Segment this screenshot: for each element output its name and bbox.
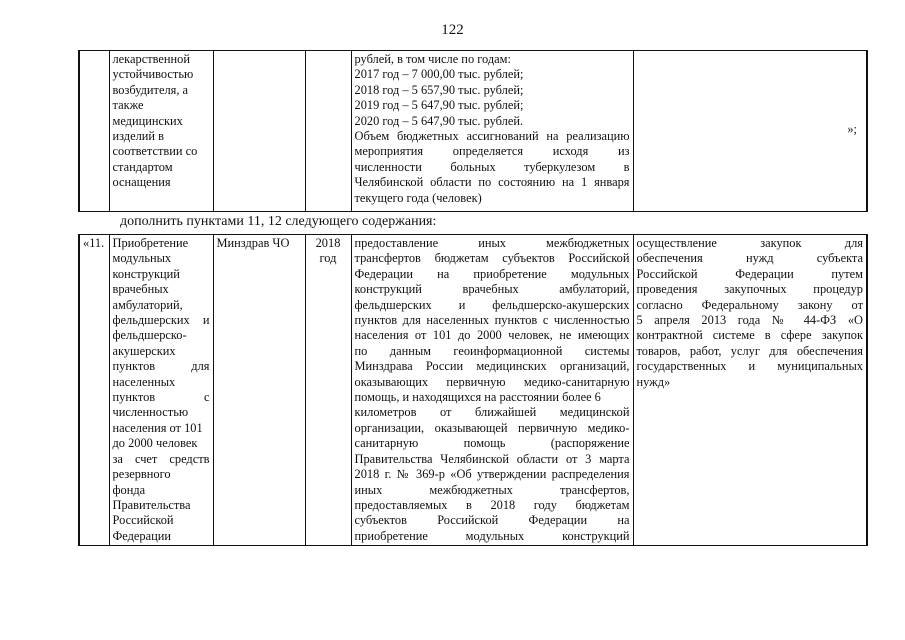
source-line: Правительства Челябинской области от 3 марта bbox=[354, 451, 630, 466]
item-name-line: пунктов для bbox=[112, 359, 210, 374]
result-line: проведения закупочных процедур bbox=[636, 282, 863, 297]
term-year-label: год bbox=[319, 251, 337, 266]
cell-funding bbox=[351, 51, 633, 212]
cell-number bbox=[79, 51, 109, 212]
item-name-line: акушерских bbox=[112, 343, 176, 358]
cell-term bbox=[305, 51, 351, 212]
source-line: предоставляемых в 2018 году бюджетам bbox=[354, 497, 630, 512]
item-name-line: резервного bbox=[112, 467, 171, 482]
measure-name-line: оснащения bbox=[112, 175, 171, 190]
cell-item-term bbox=[305, 235, 351, 546]
measure-name-line: лекарственной bbox=[112, 52, 190, 66]
source-line: конструкций врачебных амбулаторий, bbox=[354, 282, 630, 297]
source-line: трансфертов бюджетам субъектов Российской bbox=[354, 251, 630, 266]
funding-line: Челябинской области по состоянию на 1 января bbox=[354, 175, 630, 190]
executor-text: Минздрав ЧО bbox=[216, 236, 290, 250]
source-line: Федерации на приобретение модульных bbox=[354, 266, 630, 281]
source-line: иных межбюджетных трансфертов, bbox=[354, 482, 630, 497]
source-line: санитарную помощь (распоряжение bbox=[354, 436, 630, 451]
source-line: помощь, и находящихся на расстоянии более 6 bbox=[354, 390, 601, 405]
result-line: 5 апреля 2013 года № 44-ФЗ «О bbox=[636, 313, 863, 328]
item-name-line: Правительства bbox=[112, 497, 191, 512]
cell-executor bbox=[213, 51, 305, 212]
cell-item-name bbox=[109, 235, 213, 546]
amendment-instruction: дополнить пунктами 11, 12 следующего содержания: bbox=[120, 214, 437, 229]
funding-line: численности больных туберкулезом в bbox=[354, 159, 630, 174]
source-line: организации, оказывающей первичную медико- bbox=[354, 420, 630, 435]
source-line: оказывающих первичную медико-санитарную bbox=[354, 374, 630, 389]
funding-line: текущего года (человек) bbox=[354, 190, 482, 205]
item-name-line: населенных bbox=[112, 374, 176, 389]
cell-measure-name bbox=[109, 51, 213, 212]
measure-name-line: возбудителя, а bbox=[112, 82, 189, 97]
page-number: 122 bbox=[441, 22, 464, 38]
result-line: обеспечения нужд субъекта bbox=[636, 251, 863, 266]
result-line: осуществление закупок для bbox=[636, 236, 863, 250]
measure-name-line: изделий в bbox=[112, 129, 164, 144]
funding-line: 2019 год – 5 647,90 тыс. рублей; bbox=[354, 98, 524, 113]
item-name-line: фонда bbox=[112, 482, 146, 497]
item-name-line: фельдшерских и bbox=[112, 313, 210, 328]
item-name-line: Приобретение bbox=[112, 236, 189, 250]
funding-line: рублей, в том числе по годам: bbox=[354, 52, 511, 66]
term-year: 2018 bbox=[315, 236, 341, 250]
measure-name-line: медицинских bbox=[112, 113, 183, 128]
item-name-line: Федерации bbox=[112, 528, 172, 543]
funding-line: Объем бюджетных ассигнований на реализацию bbox=[354, 129, 630, 144]
result-line: контрактной системе в сфере закупок bbox=[636, 328, 863, 343]
source-line: субъектов Российской Федерации на bbox=[354, 513, 630, 528]
item-name-line: численностью bbox=[112, 405, 189, 420]
item-name-line: конструкций bbox=[112, 266, 180, 281]
source-line: километров от ближайшей медицинской bbox=[354, 405, 630, 420]
new-items-table bbox=[78, 234, 868, 546]
result-line: Российской Федерации путем bbox=[636, 266, 863, 281]
funding-line: 2020 год – 5 647,90 тыс. рублей. bbox=[354, 113, 524, 128]
cell-item-executor bbox=[213, 235, 305, 546]
item-name-line: врачебных bbox=[112, 282, 169, 297]
item-name-line: за счет средств bbox=[112, 451, 210, 466]
item-name-line: населения от 101 bbox=[112, 420, 203, 435]
result-line: согласно Федеральному закону от bbox=[636, 297, 863, 312]
source-line: фельдшерских и фельдшерско-акушерских bbox=[354, 297, 630, 312]
item-name-line: пунктов с bbox=[112, 390, 210, 405]
item-name-line: Российской bbox=[112, 513, 174, 528]
funding-line: мероприятия определяется исходя из bbox=[354, 144, 630, 159]
measure-name-line: стандартом bbox=[112, 159, 173, 174]
cell-item-source bbox=[351, 235, 633, 546]
source-line: предоставление иных межбюджетных bbox=[354, 236, 630, 250]
funding-line: 2017 год – 7 000,00 тыс. рублей; bbox=[354, 67, 524, 82]
result-line: товаров, работ, услуг для обеспечения bbox=[636, 343, 863, 358]
source-line: населения от 101 до 2000 человек, не имеющих bbox=[354, 328, 630, 343]
table-row-11 bbox=[79, 235, 867, 546]
source-line: по данным геоинформационной системы bbox=[354, 343, 630, 358]
measure-name-line: также bbox=[112, 98, 144, 113]
cell-item-result bbox=[633, 235, 867, 546]
item-name-line: фельдшерско- bbox=[112, 328, 187, 343]
measure-name-line: соответствии со bbox=[112, 144, 198, 159]
continuation-table bbox=[78, 50, 868, 212]
result-line: государственных и муниципальных bbox=[636, 359, 863, 374]
continuation-row bbox=[79, 51, 867, 212]
source-line: приобретение модульных конструкций bbox=[354, 528, 630, 543]
closing-quote: »; bbox=[847, 122, 857, 136]
item-name-line: модульных bbox=[112, 251, 172, 266]
cell-result bbox=[633, 51, 867, 212]
source-line: 2018 г. № 369-р «Об утверждении распределения bbox=[354, 467, 630, 482]
cell-item-number: «11. bbox=[79, 235, 109, 546]
item-name-line: до 2000 человек bbox=[112, 436, 198, 451]
item-name-line: амбулаторий, bbox=[112, 297, 183, 312]
result-line: нужд» bbox=[636, 374, 671, 389]
measure-name-line: устойчивостью bbox=[112, 67, 194, 82]
source-line: Минздрава России медицинских организаций, bbox=[354, 359, 630, 374]
source-line: пунктов для населенных пунктов с численностью bbox=[354, 313, 630, 328]
funding-line: 2018 год – 5 657,90 тыс. рублей; bbox=[354, 82, 524, 97]
